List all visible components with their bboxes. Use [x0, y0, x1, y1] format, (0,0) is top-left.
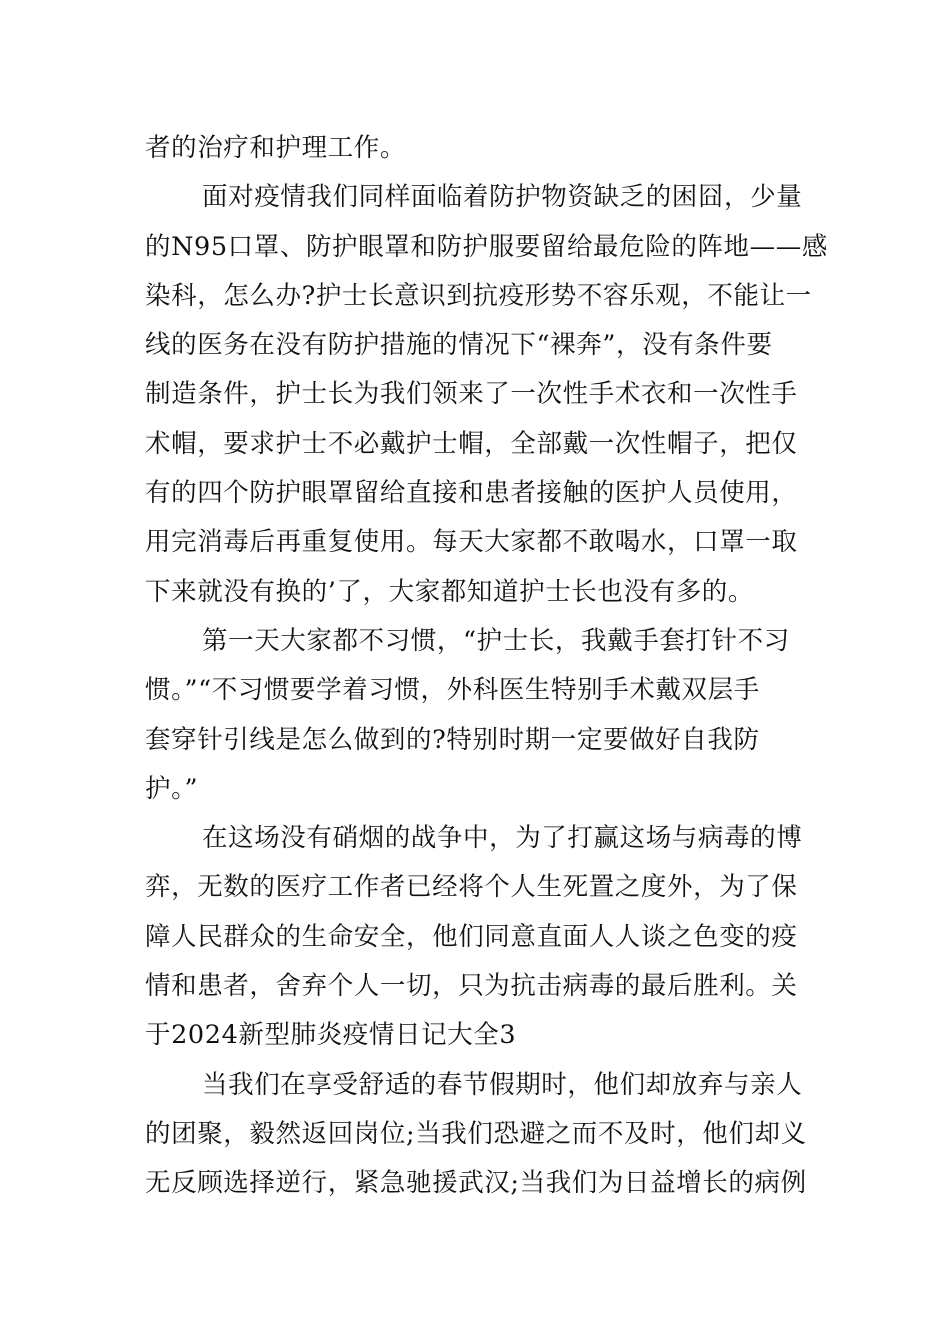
text-line: 制造条件，护士长为我们领来了一次性手术衣和一次性手	[145, 379, 798, 410]
text-line: 下来就没有换的’了，大家都知道护士长也没有多的。	[145, 576, 755, 607]
text-line: 线的医务在没有防护措施的情况下“裸奔”，没有条件要	[145, 330, 773, 361]
body-text	[145, 124, 828, 1209]
text-line: 用完消毒后再重复使用。每天大家都不敢喝水，口罩一取	[145, 527, 798, 558]
text-line: 护。”	[145, 773, 199, 804]
text-line: 的团聚，毅然返回岗位;当我们恐避之而不及时，他们却义	[145, 1118, 807, 1149]
text-line: 障人民群众的生命安全，他们同意直面人人谈之色变的疫	[145, 921, 798, 952]
text-line: 无反顾选择逆行，紧急驰援武汉;当我们为日益增长的病例	[145, 1168, 807, 1199]
text-line: 有的四个防护眼罩留给直接和患者接触的医护人员使用，	[145, 478, 798, 509]
text-line: 染科，怎么办?护士长意识到抗疫形势不容乐观，不能让一	[145, 280, 812, 311]
text-line: 者的治疗和护理工作。	[145, 133, 407, 163]
text-line: 术帽，要求护士不必戴护士帽，全部戴一次性帽子，把仅	[145, 428, 798, 459]
text-line: 套穿针引线是怎么做到的?特别时期一定要做好自我防	[145, 724, 760, 755]
text-line: 当我们在享受舒适的春节假期时，他们却放弃与亲人	[202, 1069, 803, 1100]
text-line: 惯。”“不习惯要学着习惯，外科医生特别手术戴双层手	[145, 675, 760, 706]
text-line: 情和患者，舍弃个人一切，只为抗击病毒的最后胜利。关	[145, 971, 798, 1002]
text-line: 于2024新型肺炎疫情日记大全3	[145, 1020, 517, 1051]
text-line: 弈，无数的医疗工作者已经将个人生死置之度外，为了保	[145, 872, 798, 903]
text-line: 第一天大家都不习惯，“护士长，我戴手套打针不习	[202, 625, 790, 656]
text-line: 在这场没有硝烟的战争中，为了打赢这场与病毒的博	[202, 823, 803, 854]
text-line: 的N95口罩、防护眼罩和防护服要留给最危险的阵地——感	[145, 231, 828, 262]
text-line: 面对疫情我们同样面临着防护物资缺乏的困囧，少量	[202, 182, 803, 213]
